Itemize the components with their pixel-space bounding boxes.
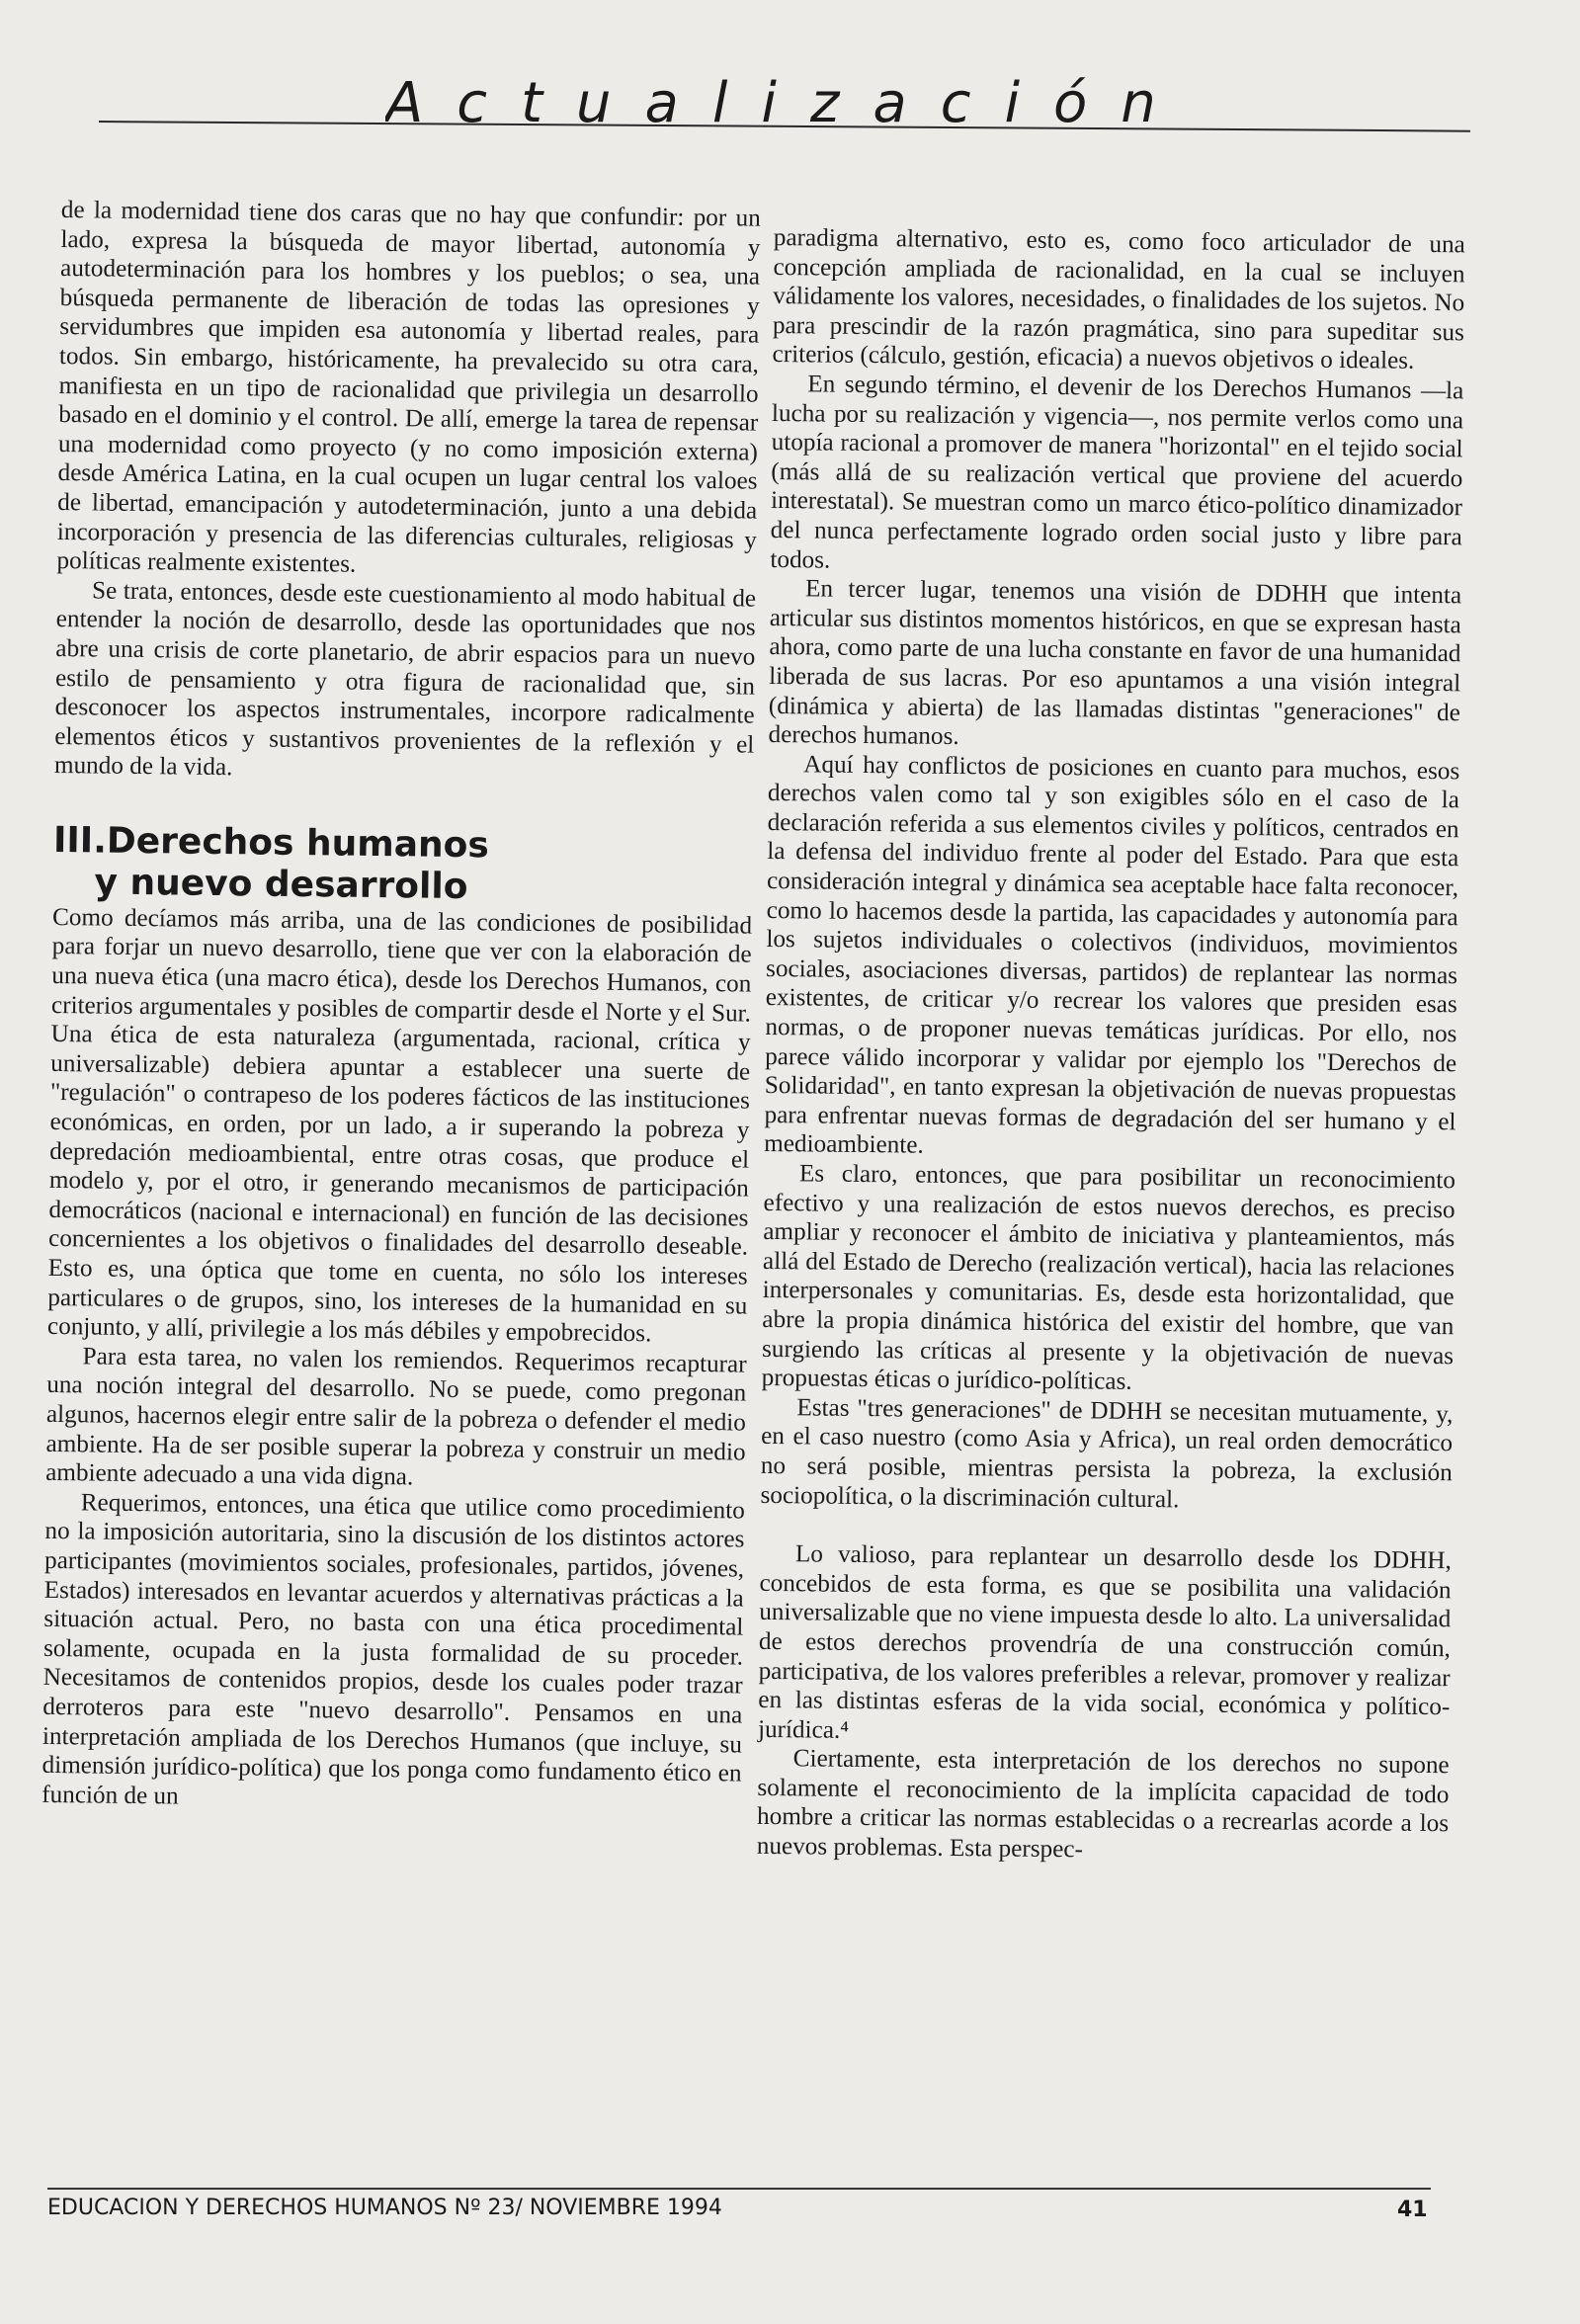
paragraph: Requerimos, entonces, una ética que utilice como procedimiento no la imposición autoritaria, sino la discusión de los distintos actores participantes (movimientos sociales, profesionales, partidos, jóvenes, Estados) interesados en levantar acuerdos y alternativas prácticas a la situación actual. Pero, no basta con una ética procedimental solamente, ocupada en la justa formalidad de su proceder. Necesitamos de contenidos propios, desde los cuales poder trazar derroteros para este "nuevo desarrollo". Pensamos en una interpretación ampliada de los Derechos Humanos (que incluye, su dimensión jurídico-política) que los ponga como fundamento ético en función de un [42, 1489, 745, 1810]
section-header-title: Actualización [385, 71, 1190, 135]
paragraph: Como decíamos más arriba, una de las condiciones de posibilidad para forjar un nuevo desarrollo, tiene que ver con la elaboración de una nueva ética (una macro ética), desde los Derechos Humanos, con criterios argumentales y posibles de compartir desde el Norte y el Sur. Una ética de esta naturaleza (argumentada, racional, crítica y universalizable) debiera apuntar a establecer una suerte de "regulación" o contrapeso de los poderes fácticos de las instituciones económicas, en orden, por un lado, a ir superando la pobreza y depredación medioambiental, entre otras cosas, que produce el modelo y, por el otro, ir generando mecanismos de participación democráticos (nacional e internacional) en función de las decisiones concernientes a los objetivos o finalidades del desarrollo deseable. Esto es, una óptica que tome en cuenta, no sólo los intereses particulares o de grupos, sino, los intereses de la humanidad en su conjunto, y allí, privilegie a los más débiles y empobrecidos. [46, 903, 753, 1348]
paragraph: En tercer lugar, tenemos una visión de DDHH que intenta articular sus distintos momentos históricos, en que se expresan hasta ahora, como parte de una lucha constante en favor de una humanidad liberada de sus lacras. Por eso apuntamos a una visión integral (dinámica y abierta) de las llamadas distintas "generaciones" de derechos humanos. [768, 575, 1462, 751]
paragraph: Estas "tres generaciones" de DDHH se necesitan mutuamente, y, en el caso nuestro (como Asia y Africa), un real orden democrático no será posible, mientras persista la pobreza, la exclusión sociopolítica, o la discriminación cultural. [760, 1394, 1454, 1513]
left-column [42, 196, 761, 1818]
paragraph: de la modernidad tiene dos caras que no hay que confundir: por un lado, expresa la búsqueda de mayor libertad, autonomía y autodeterminación para los hombres y los pueblos; o sea, una búsqueda permanente de liberación de todas las opresiones y servidumbres que impiden esa autonomía y libertad reales, para todos. Sin embargo, históricamente, ha prevalecido su otra cara, manifiesta en un tipo de racionalidad que privilegia un desarrollo basado en el dominio y el control. De allí, emerge la tarea de repensar una modernidad como proyecto (y no como imposición externa) desde América Latina, en la cual ocupen un lugar central los valoes de libertad, emancipación y autodeterminación, junto a una debida incorporación y presencia de las diferencias culturales, religiosas y políticas realmente existentes. [56, 196, 761, 578]
paragraph: Ciertamente, esta interpretación de los derechos no supone solamente el reconocimiento de la implícita capacidad de todo hombre a criticar las normas establecidas o a recrearlas acorde a los nuevos problemas. Esta perspec- [756, 1745, 1450, 1864]
footer-rule [47, 2188, 1431, 2190]
footer-publication: EDUCACION Y DERECHOS HUMANOS Nº 23/ NOVIEMBRE 1994 [47, 2196, 722, 2220]
section-heading-line: III.Derechos humanos [52, 819, 490, 867]
paragraph: Aquí hay conflictos de posiciones en cuanto para muchos, esos derechos valen como tal y son exigibles sólo en el caso de la declaración referida a sus elementos civiles y políticos, centrados en la defensa del individuo frente al poder del Estado. Para que esta consideración integral y dinámica sea aceptable hace falta reconocer, como lo hacemos desde la partida, las capacidades y autonomía para los sujetos individuales o colectivos (individuos, movimientos sociales, asociaciones diversas, partidos) de replantear las normas existentes, de criticar y/o recrear los valores que presiden esas normas, o de proponer nuevas temáticas jurídicas. Por ello, nos parece válido incorporar y validar por ejemplo los "Derechos de Solidaridad", en tanto expresan la objetivación de nuevas propuestas para enfrentar nuevas formas de degradación del ser humano y el medioambiente. [764, 751, 1460, 1160]
paragraph: Lo valioso, para replantear un desarrollo desde los DDHH, concebidos de esta forma, es que se posibilita una validación universalizable que no viene impuesta desde lo alto. La universalidad de estos derechos provendría de una construcción común, participativa, de los valores preferibles a relevar, promover y realizar en las distintas esferas de la vida social, económica y político-jurídica.⁴ [757, 1540, 1453, 1744]
section-heading-line: y nuevo desarrollo [94, 862, 468, 907]
page-number: 41 [1397, 2198, 1428, 2222]
paragraph: Para esta tarea, no valen los remiendos. Requerimos recapturar una noción integral del desarrollo. No se puede, como pregonan algunos, hacernos elegir entre salir de la pobreza o defender el medio ambiente. Ha de ser posible superar la pobreza y construir un medio ambiente adecuado a una vida digna. [45, 1343, 747, 1491]
section-heading [52, 820, 753, 912]
paragraph: En segundo término, el devenir de los Derechos Humanos —la lucha por su realización y vigencia—, nos permite verlos como una utopía racional a promover de manera "horizontal" en el tejido social (más allá de su realización vertical que proviene del acuerdo interestatal). Se muestran como un marco ético-político dinamizador del nunca perfectamente logrado orden social justo y libre para todos. [770, 371, 1464, 574]
paragraph: Es claro, entonces, que para posibilitar un reconocimiento efectivo y una realización de estos nuevos derechos, es preciso ampliar y reconocer el ámbito de iniciativa y planteamientos, más allá del Estado de Derecho (realización vertical), hacia las relaciones interpersonales y comunitarias. Es, desde esta horizontalidad, que abre la propia dinámica histórica del existir del hombre, que van surgiendo las críticas al presente y la objetivación de nuevas propuestas éticas o jurídico-políticas. [761, 1160, 1456, 1396]
paragraph: Se trata, entonces, desde este cuestionamiento al modo habitual de entender la noción de desarrollo, desde las oportunidades que nos abre una crisis de corte planetario, de abrir espacios para un nuevo estilo de pensamiento y otra figura de racionalidad que, sin desconocer los aspectos instrumentales, incorpore radicalmente elementos éticos y sustantivos provenientes de la reflexión y el mundo de la vida. [53, 577, 757, 782]
paragraph: paradigma alternativo, esto es, como foco articulador de una concepción ampliada de racionalidad, en la cual se incluyen válidamente los valores, necesidades, o finalidades de los sujetos. No para prescindir de la razón pragmática, sino para supeditar sus criterios (cálculo, gestión, eficacia) a nuevos objetivos o ideales. [772, 223, 1465, 375]
right-column [757, 223, 1465, 1868]
